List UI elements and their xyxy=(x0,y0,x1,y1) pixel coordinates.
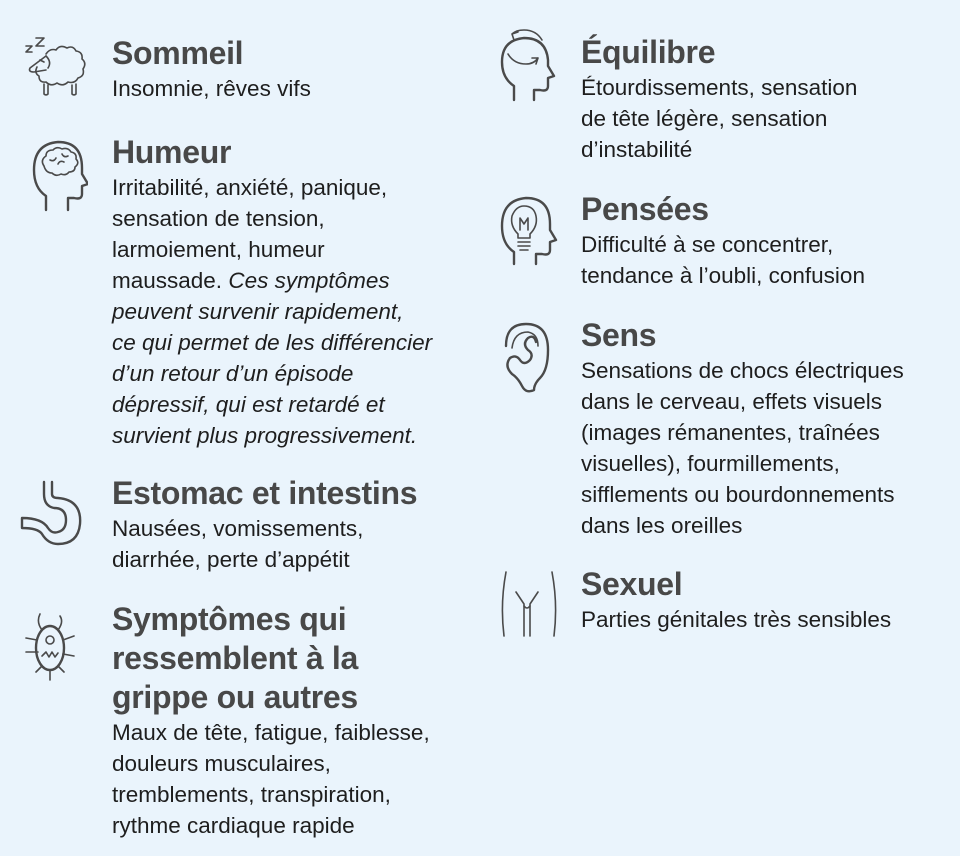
desc-line: sensation de tension, xyxy=(112,206,325,231)
symptom-title: Sommeil xyxy=(112,35,244,71)
germ-icon xyxy=(22,610,78,684)
symptom-sens xyxy=(581,316,951,541)
pelvis-icon xyxy=(500,570,560,640)
desc-italic-line: dépressif, qui est retardé et xyxy=(112,392,385,417)
symptom-title: Humeur xyxy=(112,134,232,170)
desc-line: tendance à l’oubli, confusion xyxy=(581,263,865,288)
desc-line: de tête légère, sensation xyxy=(581,106,828,131)
symptom-equilibre xyxy=(581,33,951,165)
ear-icon xyxy=(500,318,554,394)
symptom-estomac xyxy=(112,474,472,575)
head-brain-icon xyxy=(30,138,88,212)
desc-line: Parties génitales très sensibles xyxy=(581,607,892,632)
symptom-title: Pensées xyxy=(581,191,709,227)
symptom-title: Sens xyxy=(581,317,657,353)
desc-italic-note: Ces symptômes xyxy=(228,268,390,293)
desc-italic-line: peuvent survenir rapidement, xyxy=(112,299,404,324)
stomach-icon xyxy=(18,478,86,550)
symptom-sommeil xyxy=(112,34,472,104)
desc-line: sifflements ou bourdonnements xyxy=(581,482,895,507)
head-lightbulb-icon xyxy=(498,194,558,266)
desc-line: diarrhée, perte d’appétit xyxy=(112,547,350,572)
symptom-sexuel xyxy=(581,565,951,635)
desc-line: dans les oreilles xyxy=(581,513,743,538)
symptom-title xyxy=(112,600,472,717)
symptom-description xyxy=(112,172,472,451)
desc-line: maussade. xyxy=(112,268,223,293)
desc-line: Nausées, vomissements, xyxy=(112,516,364,541)
symptom-title: Équilibre xyxy=(581,34,716,70)
symptom-description xyxy=(581,229,951,291)
symptom-title: Sexuel xyxy=(581,566,683,602)
desc-line: Étourdissements, sensation xyxy=(581,75,858,100)
sleeping-sheep-icon xyxy=(16,30,92,102)
symptom-description xyxy=(112,73,472,104)
symptom-description xyxy=(581,72,951,165)
desc-line: d’instabilité xyxy=(581,137,693,162)
desc-line: (images rémanentes, traînées xyxy=(581,420,880,445)
desc-line: tremblements, transpiration, xyxy=(112,782,391,807)
desc-line: Sensations de chocs électriques xyxy=(581,358,904,383)
symptom-description xyxy=(112,513,472,575)
desc-italic-line: ce qui permet de les différencier xyxy=(112,330,433,355)
symptom-pensees xyxy=(581,190,951,291)
symptom-title: Estomac et intestins xyxy=(112,475,418,511)
symptom-description xyxy=(581,604,951,635)
desc-italic-line: survient plus progressivement. xyxy=(112,423,418,448)
desc-line: Irritabilité, anxiété, panique, xyxy=(112,175,388,200)
title-line: ressemblent à la xyxy=(112,640,358,676)
desc-line: visuelles), fourmillements, xyxy=(581,451,840,476)
desc-line: Maux de tête, fatigue, faiblesse, xyxy=(112,720,430,745)
desc-line: Insomnie, rêves vifs xyxy=(112,76,311,101)
desc-line: rythme cardiaque rapide xyxy=(112,813,355,838)
symptom-grippe xyxy=(112,600,472,841)
symptom-description xyxy=(581,355,951,541)
desc-italic-line: d’un retour d’un épisode xyxy=(112,361,354,386)
head-dizzy-arrows-icon xyxy=(498,28,558,102)
symptom-description xyxy=(112,717,472,841)
desc-line: Difficulté à se concentrer, xyxy=(581,232,834,257)
title-line: grippe ou autres xyxy=(112,679,358,715)
desc-line: dans le cerveau, effets visuels xyxy=(581,389,883,414)
symptom-humeur xyxy=(112,133,472,451)
desc-line: larmoiement, humeur xyxy=(112,237,325,262)
desc-line: douleurs musculaires, xyxy=(112,751,331,776)
title-line: Symptômes qui xyxy=(112,601,347,637)
